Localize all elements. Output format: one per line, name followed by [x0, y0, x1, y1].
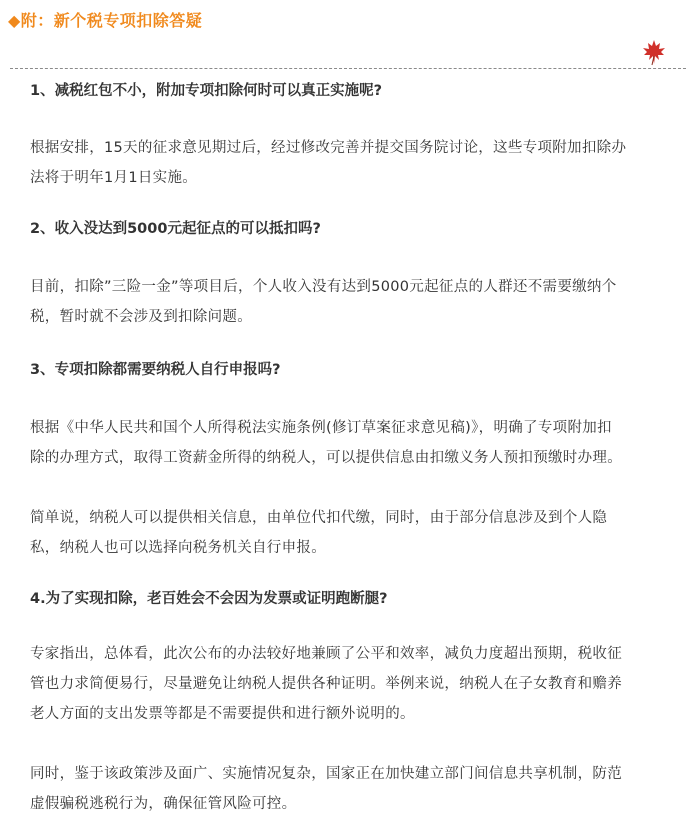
question-heading: 2、收入没达到5000元起征点的可以抵扣吗? [30, 221, 321, 237]
dashed-divider [10, 68, 686, 69]
answer-paragraph [30, 272, 670, 332]
paragraph-line: 私，纳税人也可以选择向税务机关自行申报。 [30, 540, 326, 556]
question-heading: 1、减税红包不小，附加专项扣除何时可以真正实施呢? [30, 83, 382, 99]
answer-paragraph [30, 413, 670, 473]
paragraph-line: 除的办理方式，取得工资薪金所得的纳税人，可以提供信息由扣缴义务人预扣预缴时办理。 [30, 450, 622, 466]
paragraph-line: 老人方面的支出发票等都是不需要提供和进行额外说明的。 [30, 706, 415, 722]
paragraph-line: 根据安排，15天的征求意见期过后，经过修改完善并提交国务院讨论，这些专项附加扣除办 [30, 140, 627, 156]
answer-paragraph [30, 639, 670, 729]
question-heading: 3、专项扣除都需要纳税人自行申报吗? [30, 362, 281, 378]
answer-paragraph [30, 503, 670, 563]
answer-paragraph [30, 133, 670, 193]
answer-paragraph [30, 759, 670, 819]
maple-leaf-icon [640, 38, 668, 66]
paragraph-line: 虚假骗税逃税行为，确保征管风险可控。 [30, 796, 297, 812]
article-body [30, 78, 670, 819]
paragraph-line: 法将于明年1月1日实施。 [30, 170, 198, 186]
paragraph-line: 目前，扣除”三险一金”等项目后，个人收入没有达到5000元起征点的人群还不需要缴纳个 [30, 279, 617, 295]
paragraph-line: 专家指出，总体看，此次公布的办法较好地兼顾了公平和效率，减负力度超出预期，税收征 [30, 646, 622, 662]
article-header [0, 0, 696, 44]
paragraph-line: 同时，鉴于该政策涉及面广、实施情况复杂，国家正在加快建立部门间信息共享机制，防范 [30, 766, 622, 782]
paragraph-line: 简单说，纳税人可以提供相关信息，由单位代扣代缴，同时，由于部分信息涉及到个人隐 [30, 510, 608, 526]
paragraph-line: 税，暂时就不会涉及到扣除问题。 [30, 309, 252, 325]
section-title: ◆附：新个税专项扣除答疑 [8, 11, 203, 30]
paragraph-line: 管也力求简便易行，尽量避免让纳税人提供各种证明。举例来说，纳税人在子女教育和赡养 [30, 676, 622, 692]
question-heading: 4.为了实现扣除，老百姓会不会因为发票或证明跑断腿? [30, 591, 388, 607]
paragraph-line: 根据《中华人民共和国个人所得税法实施条例(修订草案征求意见稿)》，明确了专项附加扣 [30, 420, 612, 436]
